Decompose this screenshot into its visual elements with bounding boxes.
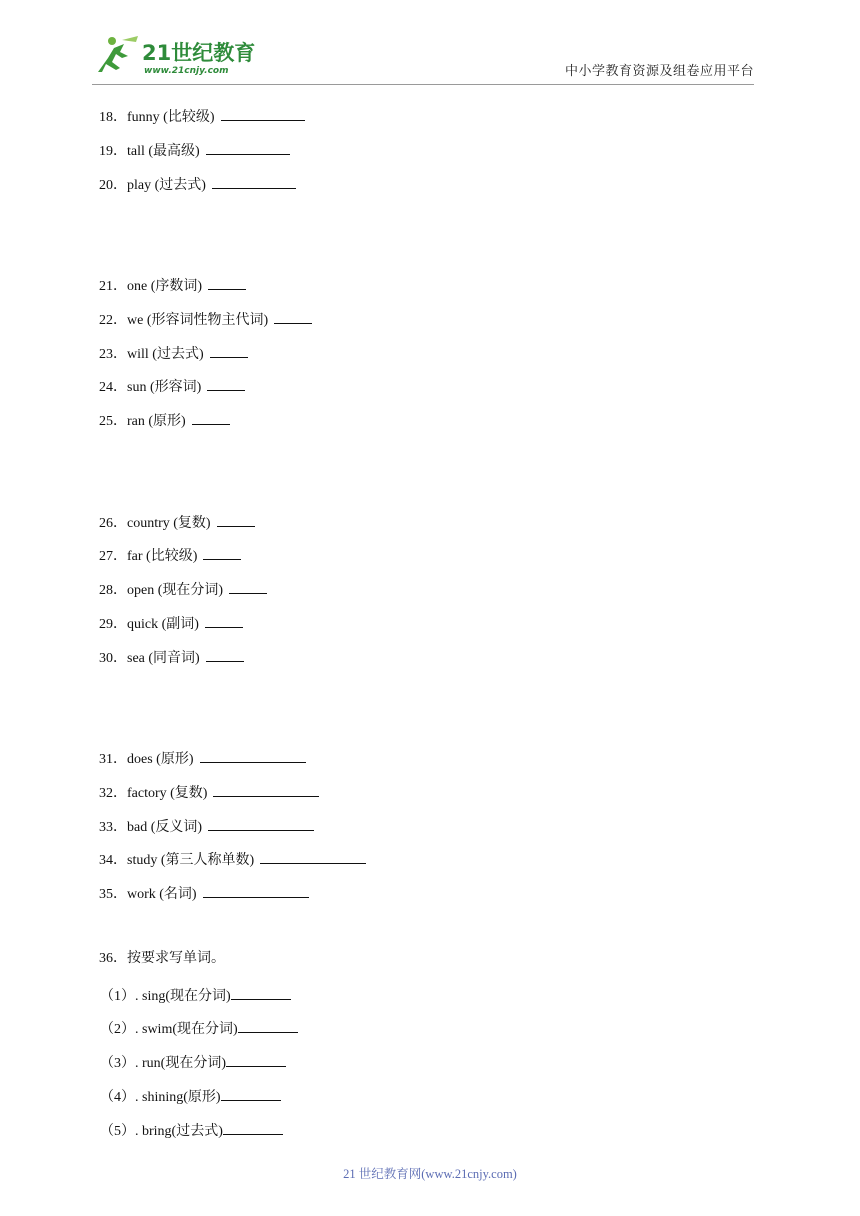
- question-26: 26．country (复数): [99, 512, 255, 533]
- question-text: will (过去式): [127, 347, 204, 362]
- answer-blank[interactable]: [205, 613, 243, 628]
- question-text: open (现在分词): [127, 583, 224, 598]
- question-text: play (过去式): [127, 178, 206, 193]
- answer-blank[interactable]: [274, 309, 312, 324]
- question-25: 25．ran (原形): [99, 410, 230, 431]
- question-36-sub-3: [100, 1052, 286, 1073]
- logo-text: 21世纪教育: [142, 41, 256, 65]
- answer-blank[interactable]: [208, 816, 314, 831]
- platform-name: 中小学教育资源及组卷应用平台: [564, 64, 754, 79]
- question-text: funny (比较级): [127, 110, 215, 125]
- answer-blank[interactable]: [238, 1018, 298, 1033]
- answer-blank[interactable]: [217, 512, 255, 527]
- header-divider: [92, 84, 754, 85]
- question-19: 19．tall (最高级): [99, 140, 290, 161]
- answer-blank[interactable]: [207, 376, 245, 391]
- question-text: tall (最高级): [127, 144, 200, 159]
- sub-text: （3）. run(现在分词): [100, 1056, 226, 1071]
- question-text: quick (副词): [127, 617, 199, 632]
- question-text: sun (形容词): [127, 380, 202, 395]
- answer-blank[interactable]: [192, 410, 230, 425]
- question-33: 33．bad (反义词): [99, 816, 314, 837]
- answer-blank[interactable]: [221, 1086, 281, 1101]
- logo-url: www.21cnjy.com: [144, 66, 229, 76]
- question-20: 20．play (过去式): [99, 174, 296, 195]
- question-text: bad (反义词): [127, 820, 203, 835]
- question-24: 24．sun (形容词): [99, 376, 245, 397]
- answer-blank[interactable]: [212, 174, 296, 189]
- question-36-title: 36．按要求写单词。: [99, 951, 225, 966]
- question-text: we (形容词性物主代词): [127, 313, 269, 328]
- question-36-sub-1: [100, 985, 291, 1006]
- answer-blank[interactable]: [208, 275, 246, 290]
- question-text: study (第三人称单数): [127, 853, 255, 868]
- answer-blank[interactable]: [206, 647, 244, 662]
- question-27: 27．far (比较级): [99, 545, 241, 566]
- question-36-sub-5: [100, 1120, 283, 1141]
- question-30: 30．sea (同音词): [99, 647, 244, 668]
- question-text: does (原形): [127, 752, 194, 767]
- answer-blank[interactable]: [213, 782, 319, 797]
- question-text: one (序数词): [127, 279, 203, 294]
- question-29: 29．quick (副词): [99, 613, 243, 634]
- question-text: ran (原形): [127, 414, 186, 429]
- answer-blank[interactable]: [223, 1120, 283, 1135]
- page-header: [0, 0, 860, 90]
- answer-blank[interactable]: [206, 140, 290, 155]
- question-36-sub-4: [100, 1086, 281, 1107]
- question-text: work (名词): [127, 887, 197, 902]
- answer-blank[interactable]: [229, 579, 267, 594]
- question-23: 23．will (过去式): [99, 343, 248, 364]
- answer-blank[interactable]: [210, 343, 248, 358]
- sub-text: （4）. shining(原形): [100, 1090, 221, 1105]
- sub-text: （2）. swim(现在分词): [100, 1022, 238, 1037]
- answer-blank[interactable]: [260, 849, 366, 864]
- answer-blank[interactable]: [203, 545, 241, 560]
- question-35: 35．work (名词): [99, 883, 309, 904]
- question-21: 21．one (序数词): [99, 275, 246, 296]
- answer-blank[interactable]: [203, 883, 309, 898]
- question-36-sub-2: [100, 1018, 298, 1039]
- page-footer[interactable]: 21 世纪教育网(www.21cnjy.com): [343, 1167, 517, 1181]
- question-text: sea (同音词): [127, 651, 200, 666]
- question-31: 31．does (原形): [99, 748, 306, 769]
- answer-blank[interactable]: [200, 748, 306, 763]
- question-34: 34．study (第三人称单数): [99, 849, 366, 870]
- question-28: 28．open (现在分词): [99, 579, 267, 600]
- question-32: 32．factory (复数): [99, 782, 319, 803]
- answer-blank[interactable]: [231, 985, 291, 1000]
- answer-blank[interactable]: [221, 106, 305, 121]
- question-text: factory (复数): [127, 786, 208, 801]
- question-text: far (比较级): [127, 549, 198, 564]
- question-22: 22．we (形容词性物主代词): [99, 309, 312, 330]
- logo-21cnjy: [92, 34, 262, 78]
- sub-text: （5）. bring(过去式): [100, 1124, 223, 1139]
- question-text: country (复数): [127, 516, 211, 531]
- sub-text: （1）. sing(现在分词): [100, 989, 231, 1004]
- question-18: 18．funny (比较级): [99, 106, 305, 127]
- answer-blank[interactable]: [226, 1052, 286, 1067]
